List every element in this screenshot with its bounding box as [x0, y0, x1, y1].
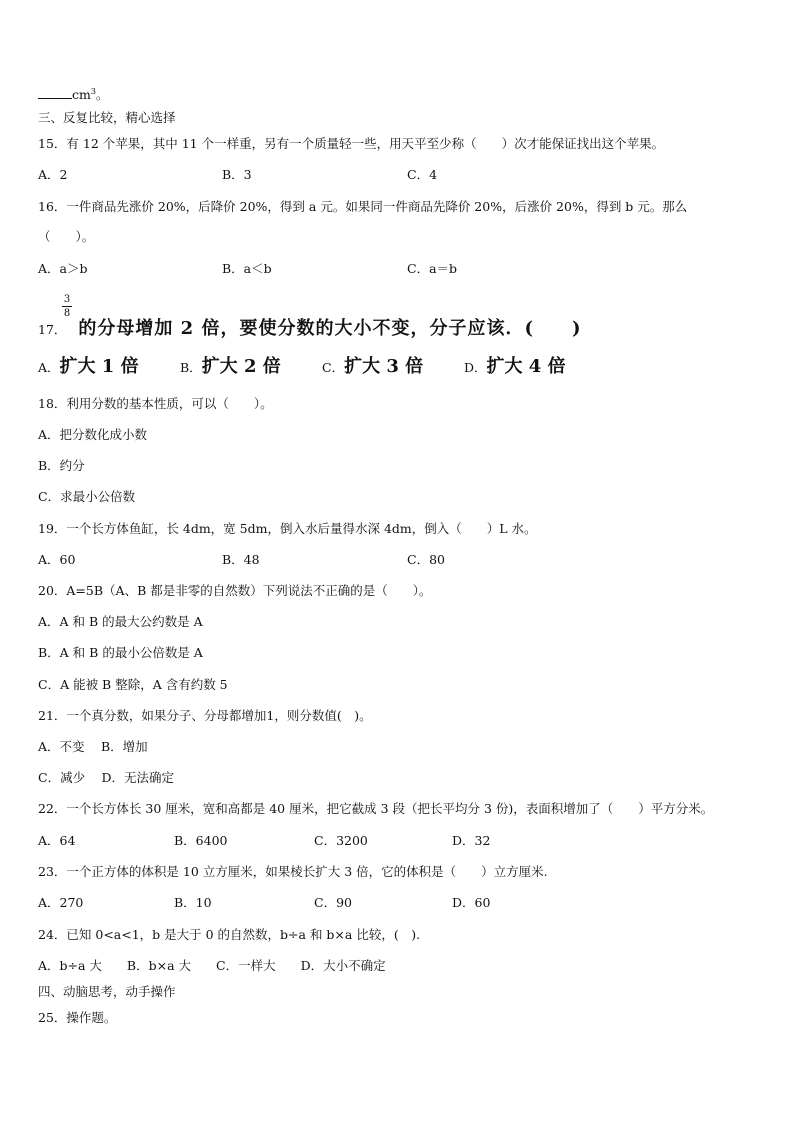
question-17-stem: 的分母增加 2 倍，要使分数的大小不变，分子应该．( ): [78, 318, 582, 339]
q17-option-d-label: D．: [464, 360, 487, 375]
question-18-stem: 18．利用分数的基本性质，可以（ ）。: [38, 396, 273, 411]
fraction-denominator: 8: [63, 308, 71, 319]
q17-option-a: [38, 356, 139, 379]
q16-option-c: C．a＝b: [407, 261, 458, 276]
q23-option-b: B．10: [174, 895, 212, 910]
q17-option-c-label: C．: [322, 360, 345, 375]
question-16-stem-cont: （ ）。: [38, 229, 95, 244]
q17-fraction: [62, 294, 72, 319]
q17-option-b-text: 扩大 2 倍: [201, 356, 281, 377]
q15-option-b: B．3: [222, 167, 252, 182]
q18-option-c: C．求最小公倍数: [38, 489, 136, 504]
question-17-line: [38, 318, 582, 341]
q22-option-c: C．3200: [314, 833, 368, 848]
fraction-numerator: 3: [63, 294, 71, 305]
q17-option-d: [464, 356, 566, 379]
q18-option-a: A．把分数化成小数: [38, 427, 148, 442]
q21-options-row-1: A．不变 B．增加: [38, 739, 148, 754]
q17-option-b: [180, 356, 281, 379]
q16-option-a: A．a＞b: [38, 261, 88, 276]
carry-over-line: [38, 84, 108, 103]
fraction-bar: [62, 306, 72, 307]
answer-blank: [38, 87, 72, 99]
section-heading-4: 四、动脑思考，动手操作: [38, 984, 176, 999]
q23-option-c: C．90: [314, 895, 352, 910]
carry-end: 。: [95, 87, 109, 103]
question-20-stem: 20．A=5B（A、B 都是非零的自然数）下列说法不正确的是（ ）。: [38, 583, 432, 598]
q19-option-a: A．60: [38, 552, 76, 567]
question-19-stem: 19．一个长方体鱼缸，长 4dm，宽 5dm，倒入水后量得水深 4dm，倒入（ ）L 水。: [38, 521, 537, 536]
unit-text: cm: [72, 87, 91, 103]
question-25-stem: 25．操作题。: [38, 1010, 117, 1025]
section-heading-3: 三、反复比较，精心选择: [38, 110, 176, 125]
q23-option-d: D．60: [452, 895, 491, 910]
q20-option-a: A．A 和 B 的最大公约数是 A: [38, 614, 203, 629]
q24-options-row: A．b÷a 大 B．b×a 大 C．一样大 D．大小不确定: [38, 958, 386, 973]
q16-option-b: B．a＜b: [222, 261, 272, 276]
q22-option-a: A．64: [38, 833, 76, 848]
q15-option-c: C．4: [407, 167, 438, 182]
q20-option-c: C．A 能被 B 整除，A 含有约数 5: [38, 677, 228, 692]
q21-options-row-2: C．减少 D．无法确定: [38, 770, 175, 785]
q17-option-c-text: 扩大 3 倍: [344, 356, 424, 377]
question-16-stem: 16．一件商品先涨价 20%，后降价 20%，得到 a 元。如果同一件商品先降价 20%，后涨价 20%，得到 b 元。那么: [38, 199, 688, 214]
question-22-stem: 22．一个长方体长 30 厘米，宽和高都是 40 厘米，把它截成 3 段（把长平均分 3 份)，表面积增加了（ ）平方分米。: [38, 801, 714, 816]
q19-option-c: C．80: [407, 552, 445, 567]
q20-option-b: B．A 和 B 的最小公倍数是 A: [38, 645, 203, 660]
q22-option-b: B．6400: [174, 833, 228, 848]
q17-option-c: [322, 356, 423, 379]
question-17-number: 17．: [38, 322, 67, 337]
q17-option-d-text: 扩大 4 倍: [486, 356, 566, 377]
q15-option-a: A．2: [38, 167, 68, 182]
unit-superscript: 3: [90, 87, 96, 96]
q17-option-b-label: B．: [180, 360, 202, 375]
q17-option-a-text: 扩大 1 倍: [59, 356, 139, 377]
q22-option-d: D．32: [452, 833, 491, 848]
q17-option-a-label: A．: [38, 360, 60, 375]
question-24-stem: 24．已知 0<a<1，b 是大于 0 的自然数，b÷a 和 b×a 比较，( ).: [38, 927, 421, 942]
question-23-stem: 23．一个正方体的体积是 10 立方厘米，如果棱长扩大 3 倍，它的体积是（ ）立方厘米.: [38, 864, 548, 879]
q18-option-b: B．约分: [38, 458, 85, 473]
q23-option-a: A．270: [38, 895, 84, 910]
question-21-stem: 21．一个真分数，如果分子、分母都增加1，则分数值( )。: [38, 708, 372, 723]
question-15-stem: 15．有 12 个苹果，其中 11 个一样重，另有一个质量轻一些，用天平至少称（ ）次才能保证找出这个苹果。: [38, 136, 665, 151]
q19-option-b: B．48: [222, 552, 260, 567]
